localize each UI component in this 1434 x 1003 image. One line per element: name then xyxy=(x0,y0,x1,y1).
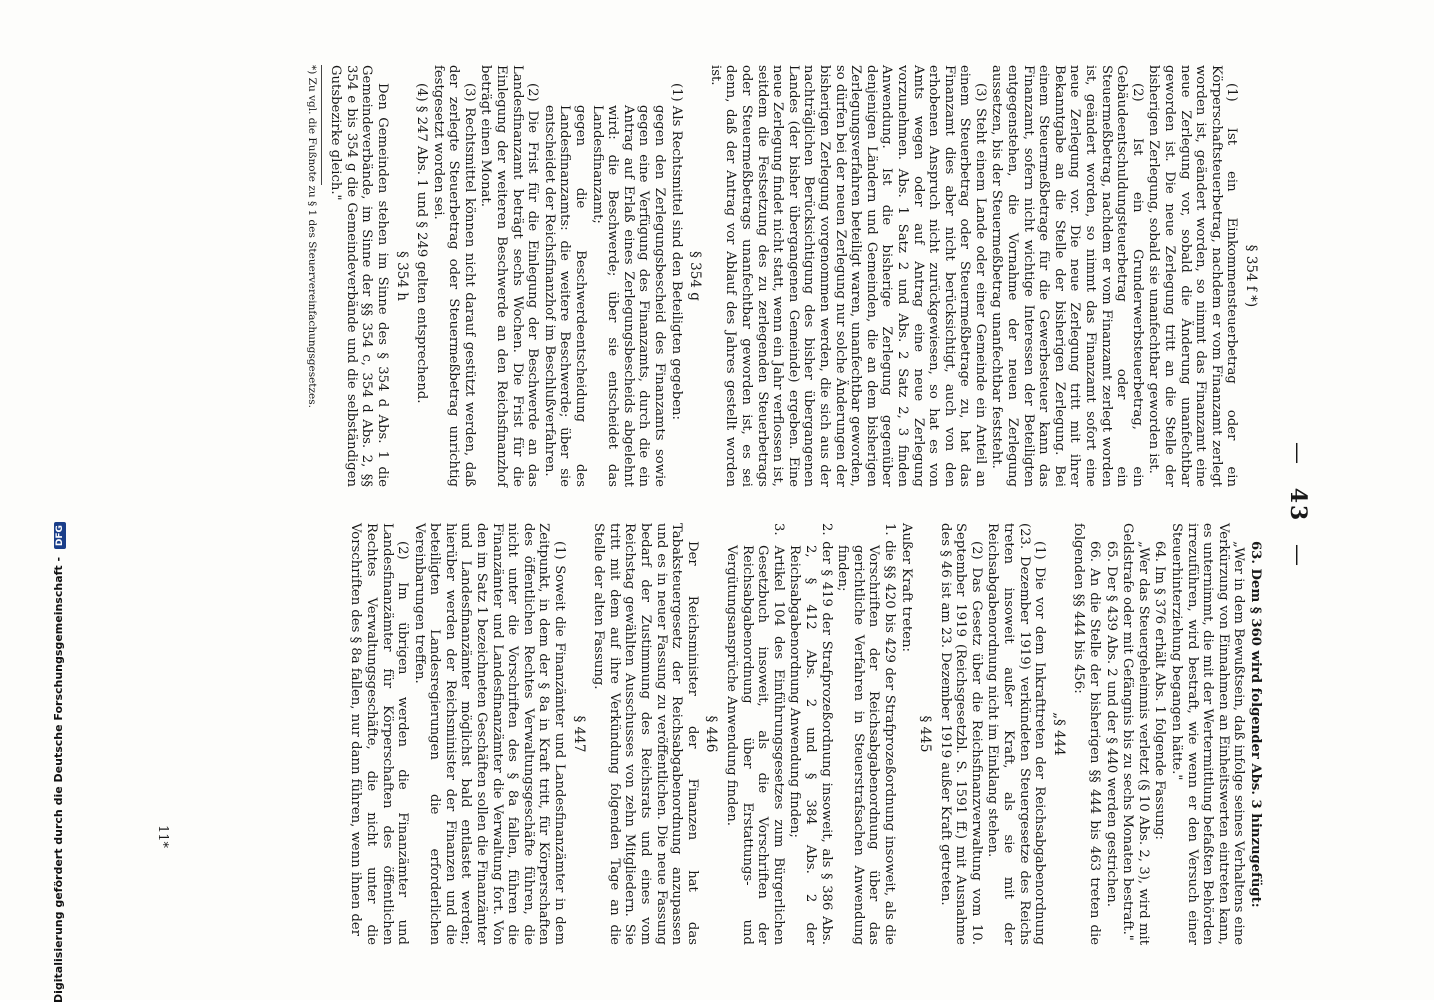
header-dash-right: — xyxy=(1285,543,1310,568)
paragraph: 66. An die Stelle der bisherigen §§ 444 bis 463 treten die folgenden §§ 444 bis 456: xyxy=(1071,523,1103,945)
left-column xyxy=(304,65,1263,487)
section-heading-444: „§ 444 xyxy=(1050,712,1067,756)
paragraph: (1) Als Rechtsmittel sind den Beteiligten gegeben: xyxy=(668,83,684,420)
paragraph: 65. Der § 439 Abs. 2 und der § 440 werden gestrichen. xyxy=(1103,541,1119,907)
paragraph: (2) Die Frist für die Einlegung der Beschwerde an das Landesfinanzamt beträgt sechs Wochen. Die Frist für die Einlegung der weiteren Beschwerde an den Reichsfinanzhof beträgt einen Monat. xyxy=(478,65,541,487)
list-item: 2. der § 419 der Strafprozeßordnung insoweit, als § 386 Abs. 2, § 412 Abs. 2 und § 384 Abs. 2 der Reichsabgabenordnung Anwendung finden; xyxy=(787,523,834,945)
paragraph: (1) Die vor dem Inkrafttreten der Reichsabgabenordnung (23. Dezember 1919) verkündeten Steuergesetze des Reichs treten insoweit außer Kraft, als sie mit der Reichsabgabenordnung nicht im Einklang stehen. xyxy=(985,523,1048,945)
paragraph: (2) Ist ein Grunderwerbsteuerbetrag, ein Gebäudeentschuldungsteuerbetrag oder ein Steuermeßbetrag, nachdem er vom Finanzamt zerlegt worden ist, geändert worden, so nimmt das Finanzamt sofort eine neue Zerlegung vor. Die neue Zerlegung tritt mit ihrer Bekanntgabe an die Stelle der bisherigen Zerlegung. Bei einem Steuermeßbetrage für die Gewerbesteuer kann das Finanzamt, sofern nicht wichtige Interessen der Beteiligten entgegenstehen, die Vornahme der neuen Zerlegung aussetzen, bis der Steuermeßbetrag unanfechtbar feststeht. xyxy=(989,65,1145,487)
paragraph: Der Reichsminister der Finanzen hat das Tabaksteuergesetz der Reichsabgabenordnung anzupassen und es in neuer Fassung zu veröffentlichen. Die neue Fassung bedarf der Zustimmung des Reichsrats und eines vom Reichstag gewählten Ausschusses von zehn Mitgliedern. Sie tritt mit dem auf ihre Verkündung folgenden Tage an die Stelle der alten Fassung. xyxy=(591,523,700,945)
footnote: *) Zu vgl. die Fußnote zu § 1 des Steuervereinfachungsgesetzes. xyxy=(305,65,318,408)
page-header xyxy=(1265,55,1311,955)
paragraph: 64. Im § 376 erhält Abs. 1 folgende Fassung: xyxy=(1152,541,1168,840)
section-heading-354f: § 354 f *) xyxy=(1243,244,1259,308)
paragraph: (2) Im übrigen werden die Finanzämter und Landesfinanzämter für Körperschaften des öffentlichen Rechtes Verwaltungsgeschäfte, die nicht unter die Vorschriften des § 8a fallen, nur dann führen, wenn ihnen der xyxy=(348,523,411,945)
digitization-credit xyxy=(52,43,66,1003)
section-heading-446: § 446 xyxy=(703,715,720,753)
paragraph: „Wer in dem Bewußtsein, daß infolge seines Verhaltens eine Verkürzung von Einnahmen an Einheitswerten eintreten kann, es unternimmt, die mit der Wertermittlung befaßten Behörden irrezuführen, wird bestraft, wie wenn er den Versuch einer Steuerhinterziehung begangen hätte." xyxy=(1169,523,1247,945)
paragraph: (2) Das Gesetz über die Reichsfinanzverwaltung vom 10. September 1919 (Reichsgesetzbl. S. 1591 ff.) mit Ausnahme des § 46 ist am 23. Dezember 1919 außer Kraft getreten. xyxy=(937,523,984,945)
paragraph: gegen die Beschwerdeentscheidung des Landesfinanzamts: die weitere Beschwerde; über sie entscheidet der Reichsfinanzhof im Beschlußverfahren. xyxy=(541,105,589,487)
section-heading-445: § 445 xyxy=(917,715,934,753)
list-item: 1. die §§ 420 bis 429 der Strafprozeßordnung insoweit, als die Vorschriften der Reichsabgabenordnung über das gerichtliche Verfahren in Steuerstrafsachen Anwendung finden; xyxy=(835,523,897,945)
paragraph: „Wer das Steuergeheimnis verletzt (§ 10 Abs. 2, 3), wird mit Geldstrafe oder mit Gefängnis bis zu sechs Monaten bestraft." xyxy=(1120,523,1151,945)
signature-mark: 11* xyxy=(155,825,170,849)
paragraph: (1) Ist ein Einkommensteuerbetrag oder ein Körperschaftsteuerbetrag, nachdem er vom Finanzamt zerlegt worden ist, geändert worden, so nimmt das Finanzamt eine neue Zerlegung vor, sobald die Änderung unanfechtbar geworden ist. Die neue Zerlegung tritt an die Stelle der bisherigen Zerlegung, sobald sie unanfechtbar geworden ist. xyxy=(1146,65,1240,487)
right-column xyxy=(347,523,1263,945)
section-heading-354h: § 354 h xyxy=(393,251,410,301)
header-dash-left: — xyxy=(1285,442,1310,467)
list-item: 3. Artikel 104 des Einführungsgesetzes zum Bürgerlichen Gesetzbuch insoweit, als die Vorschriften der Reichsabgabenordnung über Erstattungs- und Vergütungsansprüche Anwendung finden. xyxy=(724,523,786,945)
paragraph: gegen den Zerlegungsbescheid des Finanzamts sowie gegen eine Verfügung des Finanzamts, durch die ein Antrag auf Erlaß eines Zerlegungsbescheids abgelehnt wird: die Beschwerde; über sie entscheidet das Landesfinanzamt; xyxy=(589,105,668,487)
paragraph: Den Gemeinden stehen im Sinne des § 354 d Abs. 1 die Gemeindeverbände, im Sinne der §§ 354 c, 354 d Abs. 2, §§ 354 e bis 354 g die Gemeindeverbände und die selbständigen Gutsbezirke gleich." xyxy=(328,65,390,487)
paragraph: (4) § 247 Abs. 1 und § 249 gelten entsprechend. xyxy=(414,83,430,404)
paragraph: 63. Dem § 360 wird folgender Abs. 3 hinzugefügt: xyxy=(1248,541,1263,908)
page-number: 43 xyxy=(1285,487,1311,523)
section-heading-447: § 447 xyxy=(570,715,587,753)
section-heading-354g: § 354 g xyxy=(687,251,704,301)
paragraph: Außer Kraft treten: xyxy=(898,523,914,652)
footnote-rule xyxy=(321,65,322,185)
dfg-logo: DFG xyxy=(54,522,66,549)
paragraph: (3) Steht einem Lande oder einer Gemeinde ein Anteil an einem Steuerbetrag oder Steuermeßbetrage zu, hat das Finanzamt dies aber nicht berücksichtigt, auch von den erhobenen Anspruch nicht zurückgewiesen, so hat es von Amts wegen oder auf Antrag eine neue Zerlegung vorzunehmen. Abs. 1 Satz 2 und Abs. 2 Satz 2, 3 finden Anwendung. Ist die bisherige Zerlegung gegenüber denjenigen Ländern und Gemeinden, die an dem bisherigen Zerlegungsverfahren beteiligt waren, unanfechtbar geworden, so dürfen bei der neuen Zerlegung nur solche Änderungen der bisherigen Zerlegung vorgenommen werden, die sich aus der nachträglichen Berücksichtigung des bisher übergangenen Landes (der bisher übergangenen Gemeinde) ergeben. Eine neue Zerlegung findet nicht statt, wenn ein Jahr verflossen ist, seitdem die Festsetzung des zu zerlegenden Steuerbetrags oder Steuermeßbetrags unanfechtbar geworden ist, es sei denn, daß der Antrag vor Ablauf des Jahres gestellt worden ist. xyxy=(707,65,988,487)
paragraph: (1) Soweit die Finanzämter und Landesfinanzämter in dem Zeitpunkt, in dem der § 8a in Kraft tritt, für Körperschaften des öffentlichen Rechtes Verwaltungsgeschäfte führen, die nicht unter die Vorschriften des § 8a fallen, führen die Finanzämter und Landesfinanzämter die Verwaltung fort. Von den im Satz 1 bezeichneten Geschäften sollen die Finanzämter und Landesfinanzämter möglichst bald entlastet werden; hierüber werden der Reichsminister der Finanzen und die beteiligten Landesregierungen die erforderlichen Vereinbarungen treffen. xyxy=(411,523,568,945)
credit-text: Digitalisierung gefördert durch die Deutsche Forschungsgemeinschaft - xyxy=(52,556,65,1003)
paragraph: (3) Rechtsmittel können nicht darauf gestützt werden, daß der zerlegte Steuerbetrag oder Steuermeßbetrag unrichtig festgesetzt worden sei. xyxy=(430,65,477,487)
rotated-document-page xyxy=(135,55,1311,955)
